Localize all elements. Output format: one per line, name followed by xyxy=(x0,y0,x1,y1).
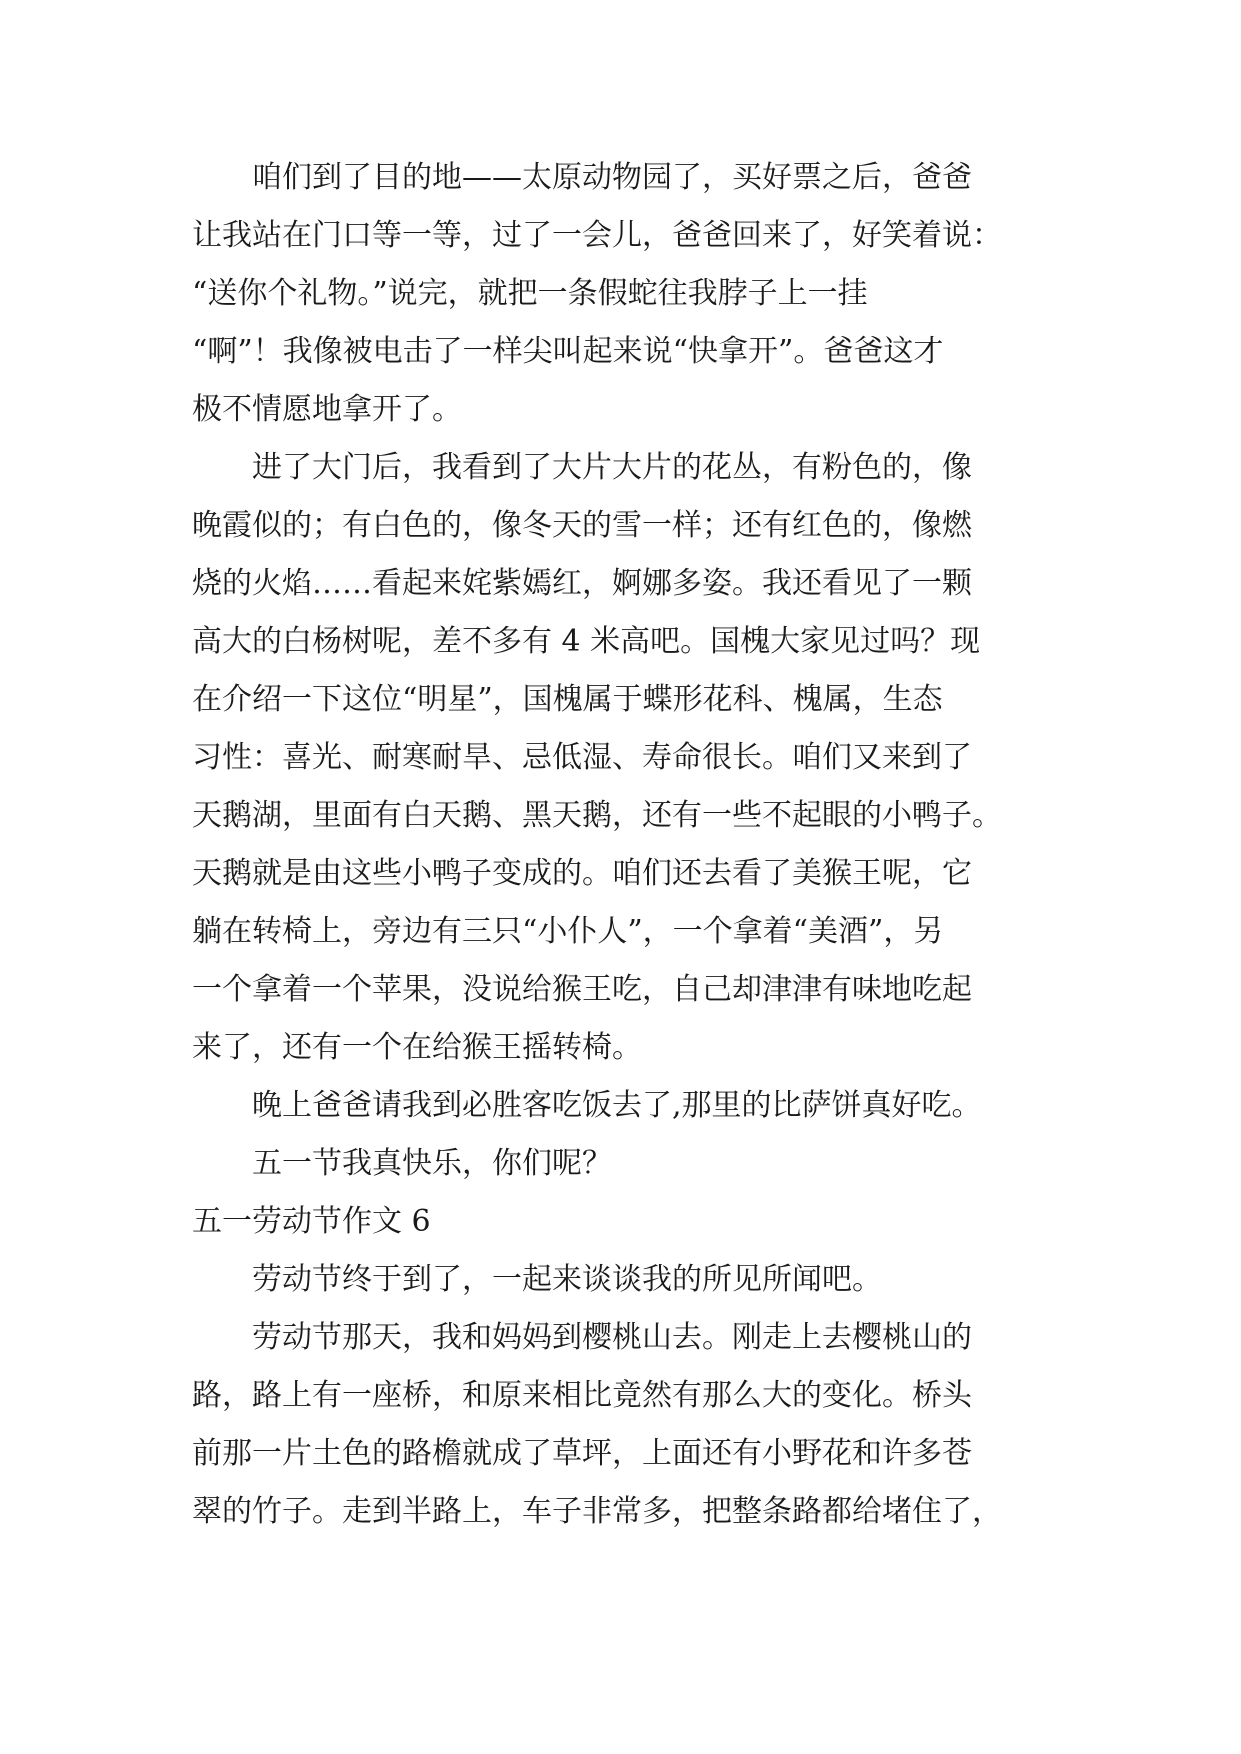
paragraph-line: 咱们到了目的地——太原动物园了，买好票之后，爸爸 xyxy=(252,160,972,195)
paragraph-line: “送你个礼物。”说完，就把一条假蛇往我脖子上一挂 xyxy=(192,276,868,311)
paragraph-line: 前那一片土色的路檐就成了草坪，上面还有小野花和许多苍 xyxy=(192,1436,972,1471)
paragraph-line: 劳动节那天，我和妈妈到樱桃山去。刚走上去樱桃山的 xyxy=(252,1320,972,1355)
paragraph-line: 翠的竹子。走到半路上，车子非常多，把整条路都给堵住了， xyxy=(192,1494,1002,1529)
paragraph-line: 在介绍一下这位“明星”，国槐属于蝶形花科、槐属，生态 xyxy=(192,682,943,717)
paragraph-line: 躺在转椅上，旁边有三只“小仆人”，一个拿着“美酒”，另 xyxy=(192,914,944,949)
paragraph-line: “啊”！我像被电击了一样尖叫起来说“快拿开”。爸爸这才 xyxy=(192,334,944,369)
paragraph-line: 路，路上有一座桥，和原来相比竟然有那么大的变化。桥头 xyxy=(192,1378,972,1413)
paragraph-line: 来了，还有一个在给猴王摇转椅。 xyxy=(192,1030,642,1065)
section-heading: 五一劳动节作文 6 xyxy=(192,1204,431,1239)
paragraph-line: 习性：喜光、耐寒耐旱、忌低湿、寿命很长。咱们又来到了 xyxy=(192,740,972,775)
paragraph-line: 烧的火焰……看起来姹紫嫣红，婀娜多姿。我还看见了一颗 xyxy=(192,566,972,601)
paragraph-line: 进了大门后，我看到了大片大片的花丛，有粉色的，像 xyxy=(252,450,972,485)
paragraph-line: 天鹅湖，里面有白天鹅、黑天鹅，还有一些不起眼的小鸭子。 xyxy=(192,798,1002,833)
paragraph-line: 让我站在门口等一等，过了一会儿，爸爸回来了，好笑着说： xyxy=(192,218,1002,253)
paragraph-line: 劳动节终于到了，一起来谈谈我的所见所闻吧。 xyxy=(252,1262,882,1297)
paragraph-line: 晚霞似的；有白色的，像冬天的雪一样；还有红色的，像燃 xyxy=(192,508,972,543)
paragraph-line: 高大的白杨树呢，差不多有 4 米高吧。国槐大家见过吗？现 xyxy=(192,624,981,659)
paragraph-line: 天鹅就是由这些小鸭子变成的。咱们还去看了美猴王呢，它 xyxy=(192,856,972,891)
paragraph-line: 极不情愿地拿开了。 xyxy=(192,392,462,427)
paragraph-line: 五一节我真快乐，你们呢？ xyxy=(252,1146,612,1181)
paragraph-line: 一个拿着一个苹果，没说给猴王吃，自己却津津有味地吃起 xyxy=(192,972,972,1007)
paragraph-line: 晚上爸爸请我到必胜客吃饭去了,那里的比萨饼真好吃。 xyxy=(252,1088,982,1123)
